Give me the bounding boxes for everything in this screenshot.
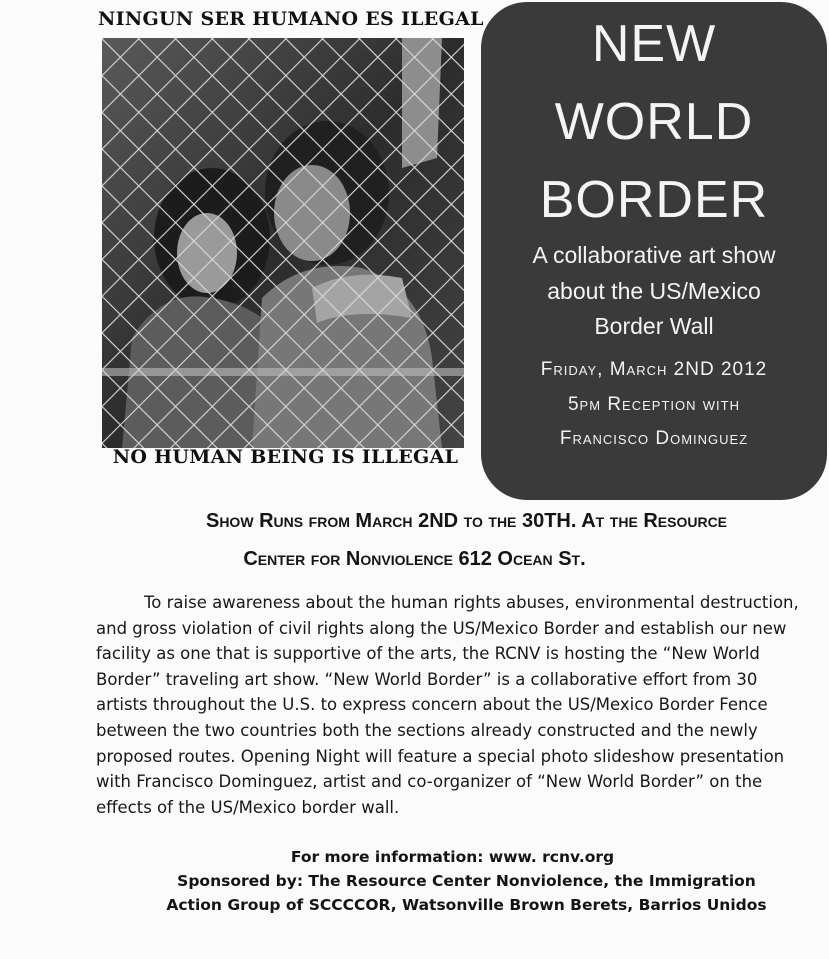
photo-bottom-caption: NO HUMAN BEING IS ILLEGAL bbox=[112, 446, 459, 468]
subtitle-line: A collaborative art show bbox=[532, 242, 776, 268]
title-line: WORLD bbox=[554, 93, 754, 151]
photo-top-caption: NINGUN SER HUMANO ES ILEGAL bbox=[98, 8, 484, 30]
title-panel bbox=[481, 2, 827, 500]
description-paragraph: To raise awareness about the human rights abuses, environmental destruction, and gross violation of civil rights along the US/Mexico Border and establish our new facility as one that is supportive of the arts, the RCNV is hosting the “New World Border” traveling art show. “New World Border” is a collaborative effort from 30 artists throughout the U.S. to express concern about the US/Mexico Border Fence between the two countries both the sections already constructed and the newly proposed routes. Opening Night will feature a special photo slideshow presentation with Francisco Dominguez, artist and co-organizer of “New World Border” on the effects of the US/Mexico border wall. bbox=[96, 593, 799, 817]
reception-time: 5pm Reception with bbox=[567, 394, 740, 415]
title-line: NEW bbox=[591, 15, 717, 73]
subtitle-line: Border Wall bbox=[594, 313, 714, 339]
subtitle-line: about the US/Mexico bbox=[547, 278, 761, 304]
featured-artist: Francisco Dominguez bbox=[559, 428, 749, 449]
event-description bbox=[96, 590, 808, 820]
sponsors-line: Action Group of SCCCCOR, Watsonville Brown Berets, Barrios Unidos bbox=[166, 896, 767, 914]
show-dates-headline: Show Runs from March 2ND to the 30TH. At the Resource bbox=[205, 510, 728, 532]
title-line: BORDER bbox=[539, 171, 769, 229]
chain-link-fence-photo bbox=[102, 38, 464, 448]
photo-block bbox=[98, 8, 484, 474]
venue-headline: Center for Nonviolence 612 Ocean St. bbox=[243, 548, 586, 570]
sponsors-line: Sponsored by: The Resource Center Nonviolence, the Immigration bbox=[177, 872, 756, 890]
event-date: Friday, March 2ND 2012 bbox=[540, 359, 768, 380]
more-info-link[interactable]: For more information: www. rcnv.org bbox=[290, 848, 615, 866]
